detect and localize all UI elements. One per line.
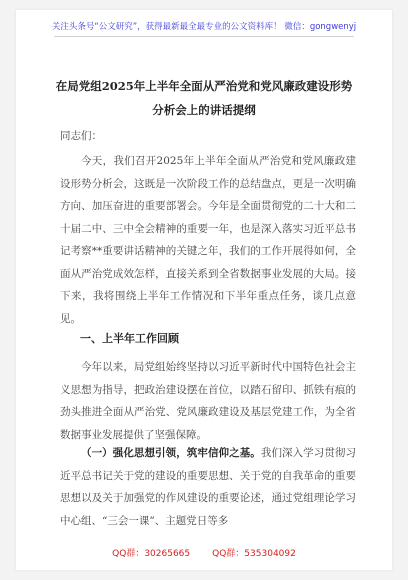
paragraph-subsection-1 xyxy=(60,442,356,532)
subsection-body: 我们深入学习贯彻习近平总书记关于党的建设的重要思想、关于党的自我革命的重要思想以及关于加强党的作风建设的重要论述，通过党组理论学习中心组、“三会一课”、主题党日等多 xyxy=(60,447,356,527)
subsection-lead: （一）强化思想引领，筑牢信仰之基。 xyxy=(81,447,261,459)
header-divider xyxy=(54,36,354,37)
promo-banner: 关注头条号“公文研究”，获得最新最全最专业的公文资料库！ 微信：gongwenyj xyxy=(51,22,357,32)
title-line-2: 分析会上的讲话提纲 xyxy=(152,103,256,117)
title-line-1: 在局党组2025年上半年全面从严治党和党风廉政建设形势 xyxy=(55,79,353,93)
paragraph-review: 今年以来，局党组始终坚持以习近平新时代中国特色社会主义思想为指导，把政治建设摆在首位，以踏石留印、抓铁有痕的劲头推进全面从严治党、党风廉政建设及基层党建工作，为全省数据事业发展提供了坚强保障。 xyxy=(60,361,356,441)
footer-qq-group-2: QQ群：535304092 xyxy=(212,549,296,559)
paragraph-intro: 今天，我们召开2025年上半年全面从严治党和党风廉政建设形势分析会，这既是一次阶段工作的总结盘点，更是一次明确方向、加压奋进的重要部署会。今年是全面贯彻党的二十大和二十届二中、三中全会精神的重要一年，也是深入落实习近平总书记考察**重要讲话精神的关键之年，我们的工作开展得如何，全面从严治党成效怎样，直接关系到全省数据事业发展的大局。接下来，我将围绕上半年工作情况和下半年重点任务，谈几点意见。 xyxy=(60,155,356,325)
salutation: 同志们： xyxy=(60,130,102,142)
footer-contacts xyxy=(16,546,392,559)
document-title xyxy=(16,74,392,122)
section-heading-review: 一、上半年工作回顾 xyxy=(80,332,179,345)
document-page xyxy=(16,10,392,570)
footer-qq-group-1: QQ群：30265665 xyxy=(112,549,191,559)
